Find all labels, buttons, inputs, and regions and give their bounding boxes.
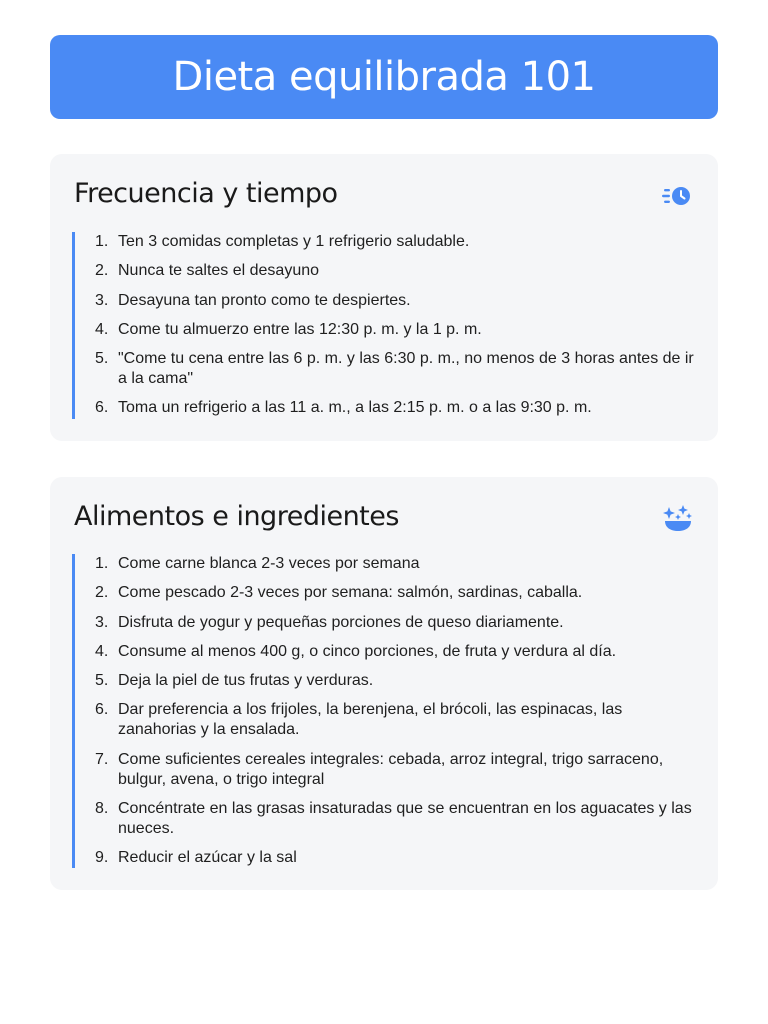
list-item: 4. Come tu almuerzo entre las 12:30 p. m. y la 1 p. m.: [95, 320, 482, 338]
list-item: 3. Disfruta de yogur y pequeñas porciones de queso diariamente.: [95, 613, 564, 631]
clock-fast-icon: [662, 182, 694, 210]
list-item: 5. "Come tu cena entre las 6 p. m. y las 6:30 p. m., no menos de 3 horas antes de ir a la cama": [95, 350, 694, 388]
list-item: 1. Come carne blanca 2-3 veces por semana: [95, 555, 420, 572]
tips-list-border: [72, 554, 694, 868]
list-item: 3. Desayuna tan pronto como te despiertes.: [95, 291, 411, 309]
list-item: 9. Reducir el azúcar y la sal: [95, 849, 297, 867]
list-item: 6. Toma un refrigerio a las 11 a. m., a las 2:15 p. m. o a las 9:30 p. m.: [95, 399, 592, 417]
tips-list: [95, 554, 694, 868]
list-item: 4. Consume al menos 400 g, o cinco porciones, de fruta y verdura al día.: [95, 642, 617, 660]
list-item: 2. Come pescado 2-3 veces por semana: salmón, sardinas, caballa.: [95, 584, 583, 602]
list-item: 1. Ten 3 comidas completas y 1 refrigerio saludable.: [95, 233, 470, 250]
title-banner: [50, 35, 718, 119]
list-item: 5. Deja la piel de tus frutas y verduras.: [95, 672, 374, 690]
section-heading: Alimentos e ingredientes: [74, 501, 399, 532]
tips-list-border: [72, 232, 694, 419]
section-card-frecuencia: [50, 154, 718, 441]
sparkle-bowl-icon: [662, 505, 694, 533]
list-item: 7. Come suficientes cereales integrales: cebada, arroz integral, trigo sarraceno, bulgur, avena, o trigo integral: [95, 750, 664, 788]
section-heading: Frecuencia y tiempo: [74, 178, 338, 209]
list-item: 6. Dar preferencia a los frijoles, la berenjena, el brócoli, las espinacas, las zanahorias y la ensalada.: [95, 701, 623, 739]
page-title: Dieta equilibrada 101: [172, 54, 596, 100]
list-item: 2. Nunca te saltes el desayuno: [95, 262, 320, 280]
section-card-alimentos: [50, 477, 718, 890]
tips-list: [95, 232, 694, 418]
list-item: 8. Concéntrate en las grasas insaturadas que se encuentran en los aguacates y las nueces.: [95, 800, 692, 838]
